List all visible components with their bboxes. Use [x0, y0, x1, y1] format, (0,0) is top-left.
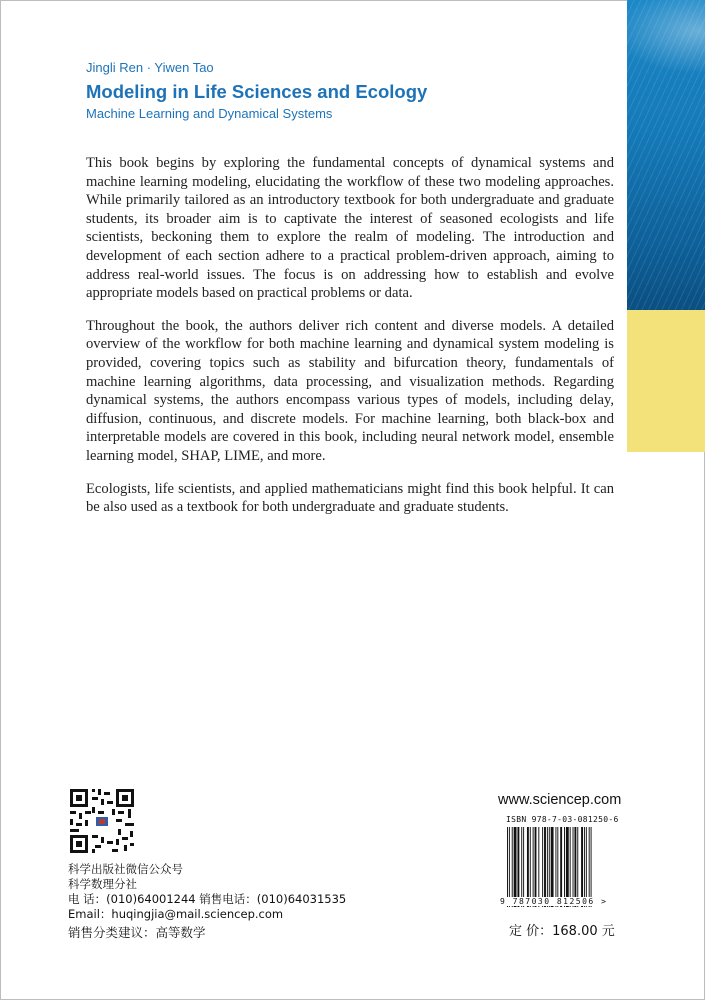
description-paragraph: Ecologists, life scientists, and applied mathematicians might find this book helpful. It can be also used as a textbook for both undergraduate and graduate students. — [86, 480, 614, 516]
barcode-bar — [542, 827, 543, 907]
book-title: Modeling in Life Sciences and Ecology — [86, 81, 428, 102]
barcode-bar — [591, 827, 592, 907]
barcode-bar — [527, 827, 529, 907]
barcode-bar — [570, 827, 571, 907]
barcode-digits: 9 787030 812506 > — [500, 897, 630, 906]
wechat-label: 科学出版社微信公众号 — [68, 862, 183, 876]
email-info: Email：huqingjia@mail.sciencep.com — [68, 907, 284, 921]
barcode-bar — [564, 827, 565, 907]
barcode-bar — [533, 827, 534, 907]
sales-category: 销售分类建议：高等数学 — [68, 925, 206, 940]
yellow-decorative-band — [627, 310, 705, 452]
isbn-number: ISBN 978-7-03-081250-6 — [506, 815, 619, 824]
description-paragraph: Throughout the book, the authors deliver rich content and diverse models. A detailed overview of the workflow for both machine learning and dynamical system modeling is provided, covering topics such as stability and bifurcation theory, fundamentals of machine learning algorithms, data processing, and visualization methods. Regarding dynamical systems, the authors encompass various types of models, including delay, diffusion, continuous, and discrete models. For machine learning, both black-box and interpretable models are covered in this book, including neural network model, ensemble learning model, SHAP, LIME, and more. — [86, 317, 614, 464]
barcode-bar — [517, 827, 519, 907]
barcode-bar — [560, 827, 562, 907]
barcode-bar — [538, 827, 539, 907]
phone-info: 电 话：(010)64001244 销售电话：(010)64031535 — [68, 892, 347, 906]
barcode-bar — [507, 827, 508, 907]
barcode-bar — [509, 827, 510, 907]
barcode-bar — [573, 827, 574, 907]
barcode-bar — [566, 827, 569, 907]
barcode-bar — [547, 827, 548, 907]
barcode — [504, 827, 626, 907]
barcode-bar — [535, 827, 537, 907]
barcode-bar — [577, 827, 578, 907]
barcode-bar — [551, 827, 554, 907]
qr-code-icon — [68, 787, 136, 855]
barcode-bar — [589, 827, 590, 907]
barcode-bar — [514, 827, 517, 907]
publisher-division: 科学数理分社 — [68, 877, 137, 891]
publisher-website: www.sciencep.com — [498, 792, 622, 808]
book-description — [86, 154, 614, 531]
barcode-bar — [581, 827, 583, 907]
barcode-bar — [555, 827, 556, 907]
description-paragraph: This book begins by exploring the fundamental concepts of dynamical systems and machine learning modeling, elucidating the workflow of these two modeling approaches. While primarily tailored as an introductory textbook for both undergraduate and graduate students, its broader aim is to captivate the interest of seasoned ecologists and life scientists, beckoning them to explore the realm of modeling. The introduction and development of each section adhere to a practical problem-driven approach, aiming to address real-world issues. The focus is on addressing how to establish and evolve appropriate models based on practical problems or data. — [86, 155, 614, 302]
blue-decorative-band — [627, 0, 705, 310]
barcode-bar — [523, 827, 524, 907]
barcode-bar — [586, 827, 587, 907]
book-subtitle: Machine Learning and Dynamical Systems — [86, 106, 333, 121]
barcode-bar — [574, 827, 576, 907]
barcode-bar — [530, 827, 531, 907]
barcode-bar — [557, 827, 558, 907]
barcode-bar — [544, 827, 546, 907]
barcode-bar — [549, 827, 550, 907]
barcode-bar — [512, 827, 513, 907]
authors: Jingli Ren · Yiwen Tao — [86, 60, 214, 75]
barcode-bar — [584, 827, 585, 907]
barcode-bar — [521, 827, 522, 907]
price: 定 价：168.00 元 — [509, 924, 615, 939]
